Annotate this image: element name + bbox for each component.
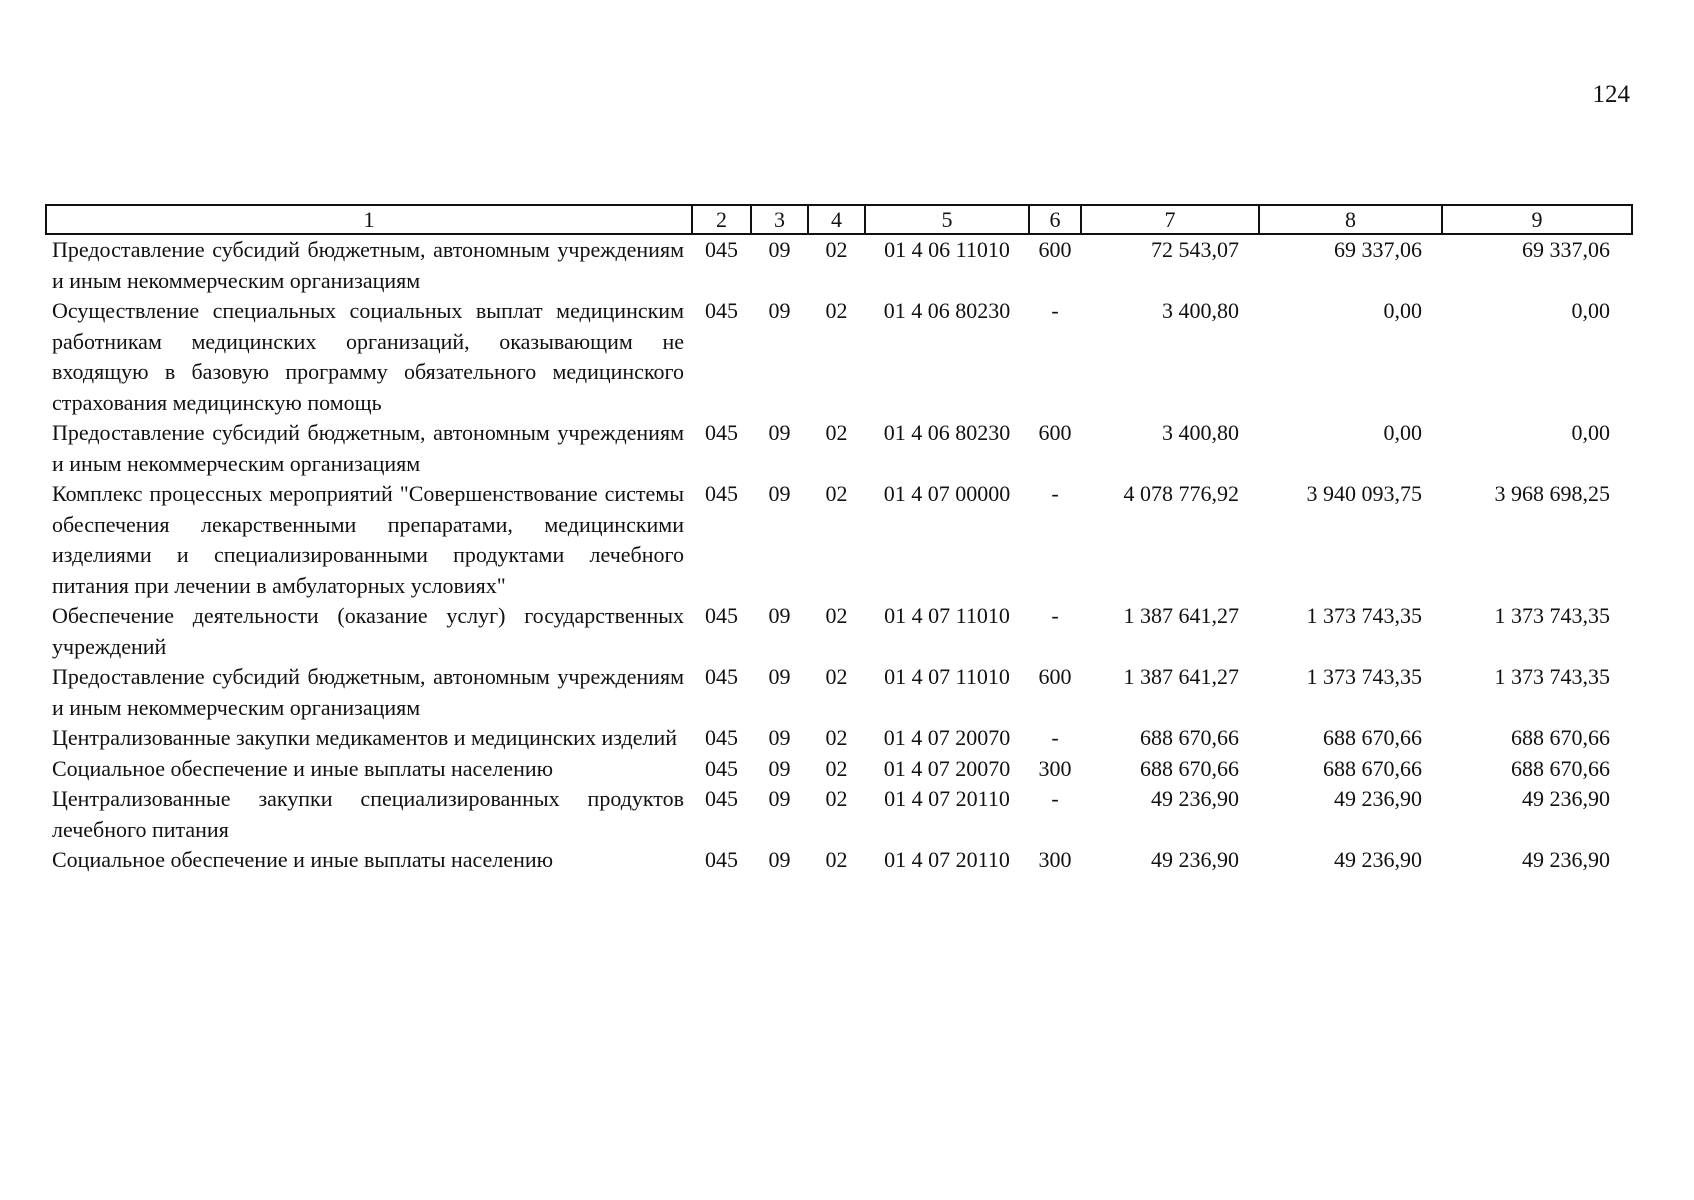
row-amount-col9: 1 373 743,35 (1494, 603, 1610, 628)
row-section-code: 09 (768, 603, 791, 628)
row-amount-col9: 69 337,06 (1522, 237, 1610, 262)
row-target-article: 01 4 07 00000 (883, 481, 1011, 506)
header-col-9: 9 (1442, 205, 1632, 234)
table-row (46, 845, 1632, 876)
row-name: Обеспечение деятельности (оказание услуг) государственных учреждений (52, 603, 684, 659)
row-amount-col7: 1 387 641,27 (1123, 603, 1239, 628)
table-header (46, 205, 1632, 234)
header-col-8: 8 (1259, 205, 1442, 234)
row-target-article: 01 4 07 20110 (884, 786, 1010, 811)
row-amount-col7: 3 400,80 (1162, 298, 1239, 323)
page-number: 124 (1592, 81, 1630, 108)
row-name: Централизованные закупки специализированных продуктов лечебного питания (52, 786, 684, 842)
row-amount-col7: 49 236,90 (1151, 786, 1239, 811)
row-amount-col9: 0,00 (1571, 420, 1610, 445)
row-ministry-code: 045 (705, 725, 738, 750)
row-amount-col9: 49 236,90 (1522, 847, 1610, 872)
row-subsection-code: 02 (825, 481, 848, 506)
row-amount-col7: 3 400,80 (1162, 420, 1239, 445)
row-amount-col7: 4 078 776,92 (1123, 481, 1239, 506)
row-amount-col8: 49 236,90 (1334, 847, 1422, 872)
row-amount-col7: 49 236,90 (1151, 847, 1239, 872)
row-amount-col8: 1 373 743,35 (1306, 664, 1422, 689)
row-amount-col8: 3 940 093,75 (1306, 481, 1422, 506)
row-amount-col8: 0,00 (1383, 298, 1422, 323)
row-ministry-code: 045 (705, 298, 738, 323)
table-row (46, 723, 1632, 754)
header-col-1: 1 (46, 205, 692, 234)
row-ministry-code: 045 (705, 786, 738, 811)
row-section-code: 09 (768, 481, 791, 506)
row-expense-type: - (1051, 725, 1059, 750)
row-subsection-code: 02 (825, 847, 848, 872)
table-row (46, 601, 1632, 662)
row-expense-type: 300 (1038, 847, 1072, 872)
row-amount-col8: 688 670,66 (1323, 755, 1422, 781)
row-target-article: 01 4 06 80230 (883, 298, 1011, 323)
row-amount-col9: 49 236,90 (1522, 786, 1610, 811)
row-subsection-code: 02 (825, 298, 848, 323)
row-amount-col8: 49 236,90 (1334, 786, 1422, 811)
table-body (46, 234, 1632, 876)
row-amount-col7: 688 670,66 (1140, 755, 1239, 781)
row-expense-type: 600 (1038, 420, 1072, 445)
row-expense-type: - (1051, 603, 1059, 628)
row-amount-col9: 0,00 (1571, 298, 1610, 323)
header-col-7: 7 (1081, 205, 1259, 234)
row-section-code: 09 (768, 664, 791, 689)
row-target-article: 01 4 06 11010 (884, 237, 1010, 262)
row-amount-col8: 69 337,06 (1334, 237, 1422, 262)
header-col-2: 2 (692, 205, 751, 234)
row-section-code: 09 (768, 725, 791, 750)
budget-table (45, 204, 1633, 876)
row-name: Предоставление субсидий бюджетным, автономным учреждениям и иным некоммерческим организациям (52, 664, 684, 720)
row-target-article: 01 4 07 11010 (884, 603, 1010, 628)
row-name: Социальное обеспечение и иные выплаты населению (52, 755, 554, 781)
row-section-code: 09 (768, 786, 791, 811)
row-section-code: 09 (768, 755, 791, 781)
table-row (46, 234, 1632, 296)
row-ministry-code: 045 (705, 603, 738, 628)
row-target-article: 01 4 06 80230 (883, 420, 1011, 445)
header-row (46, 205, 1632, 234)
row-name: Комплекс процессных мероприятий "Совершенствование системы обеспечения лекарственными препаратами, медицинскими изделиями и специализированными продуктами лечебного питания при лечении в амбулаторных условиях" (52, 481, 684, 598)
table-row (46, 418, 1632, 479)
row-subsection-code: 02 (825, 603, 848, 628)
row-section-code: 09 (768, 847, 791, 872)
row-amount-col9: 3 968 698,25 (1494, 481, 1610, 506)
row-ministry-code: 045 (705, 664, 738, 689)
row-name: Предоставление субсидий бюджетным, автономным учреждениям и иным некоммерческим организациям (52, 420, 684, 476)
header-col-5: 5 (865, 205, 1029, 234)
table-row (46, 479, 1632, 601)
row-amount-col7: 1 387 641,27 (1123, 664, 1239, 689)
row-amount-col8: 688 670,66 (1323, 725, 1422, 750)
row-expense-type: 300 (1038, 755, 1072, 781)
row-amount-col7: 688 670,66 (1140, 725, 1239, 750)
row-target-article: 01 4 07 20070 (883, 725, 1011, 750)
row-subsection-code: 02 (825, 237, 848, 262)
table-row (46, 784, 1632, 845)
row-subsection-code: 02 (825, 755, 848, 781)
row-amount-col8: 0,00 (1383, 420, 1422, 445)
row-section-code: 09 (768, 298, 791, 323)
row-ministry-code: 045 (705, 420, 738, 445)
table-row (46, 754, 1632, 785)
row-expense-type: - (1051, 786, 1059, 811)
row-expense-type: 600 (1038, 237, 1072, 262)
row-expense-type: - (1051, 481, 1059, 506)
row-ministry-code: 045 (705, 755, 738, 781)
row-section-code: 09 (768, 420, 791, 445)
row-amount-col7: 72 543,07 (1151, 237, 1239, 262)
row-subsection-code: 02 (825, 420, 848, 445)
header-col-6: 6 (1029, 205, 1081, 234)
row-target-article: 01 4 07 11010 (884, 664, 1010, 689)
row-name: Централизованные закупки медикаментов и медицинских изделий (52, 725, 677, 750)
header-col-3: 3 (751, 205, 808, 234)
row-name: Социальное обеспечение и иные выплаты населению (52, 847, 554, 872)
row-ministry-code: 045 (705, 847, 738, 872)
row-ministry-code: 045 (705, 237, 738, 262)
row-expense-type: 600 (1038, 664, 1072, 689)
row-amount-col8: 1 373 743,35 (1306, 603, 1422, 628)
row-amount-col9: 688 670,66 (1511, 725, 1610, 750)
header-col-4: 4 (808, 205, 865, 234)
row-amount-col9: 1 373 743,35 (1494, 664, 1610, 689)
row-target-article: 01 4 07 20070 (883, 755, 1011, 781)
row-target-article: 01 4 07 20110 (884, 847, 1010, 872)
row-amount-col9: 688 670,66 (1511, 755, 1610, 781)
row-subsection-code: 02 (825, 664, 848, 689)
row-name: Предоставление субсидий бюджетным, автономным учреждениям и иным некоммерческим организациям (52, 237, 684, 293)
row-subsection-code: 02 (825, 725, 848, 750)
table-row (46, 662, 1632, 723)
row-ministry-code: 045 (705, 481, 738, 506)
row-name: Осуществление специальных социальных выплат медицинским работникам медицинских организаций, оказывающим не входящую в базовую программу обязательного медицинского страхования медицинскую помощь (52, 298, 684, 415)
row-expense-type: - (1051, 298, 1059, 323)
row-subsection-code: 02 (825, 786, 848, 811)
table-row (46, 296, 1632, 418)
row-section-code: 09 (768, 237, 791, 262)
